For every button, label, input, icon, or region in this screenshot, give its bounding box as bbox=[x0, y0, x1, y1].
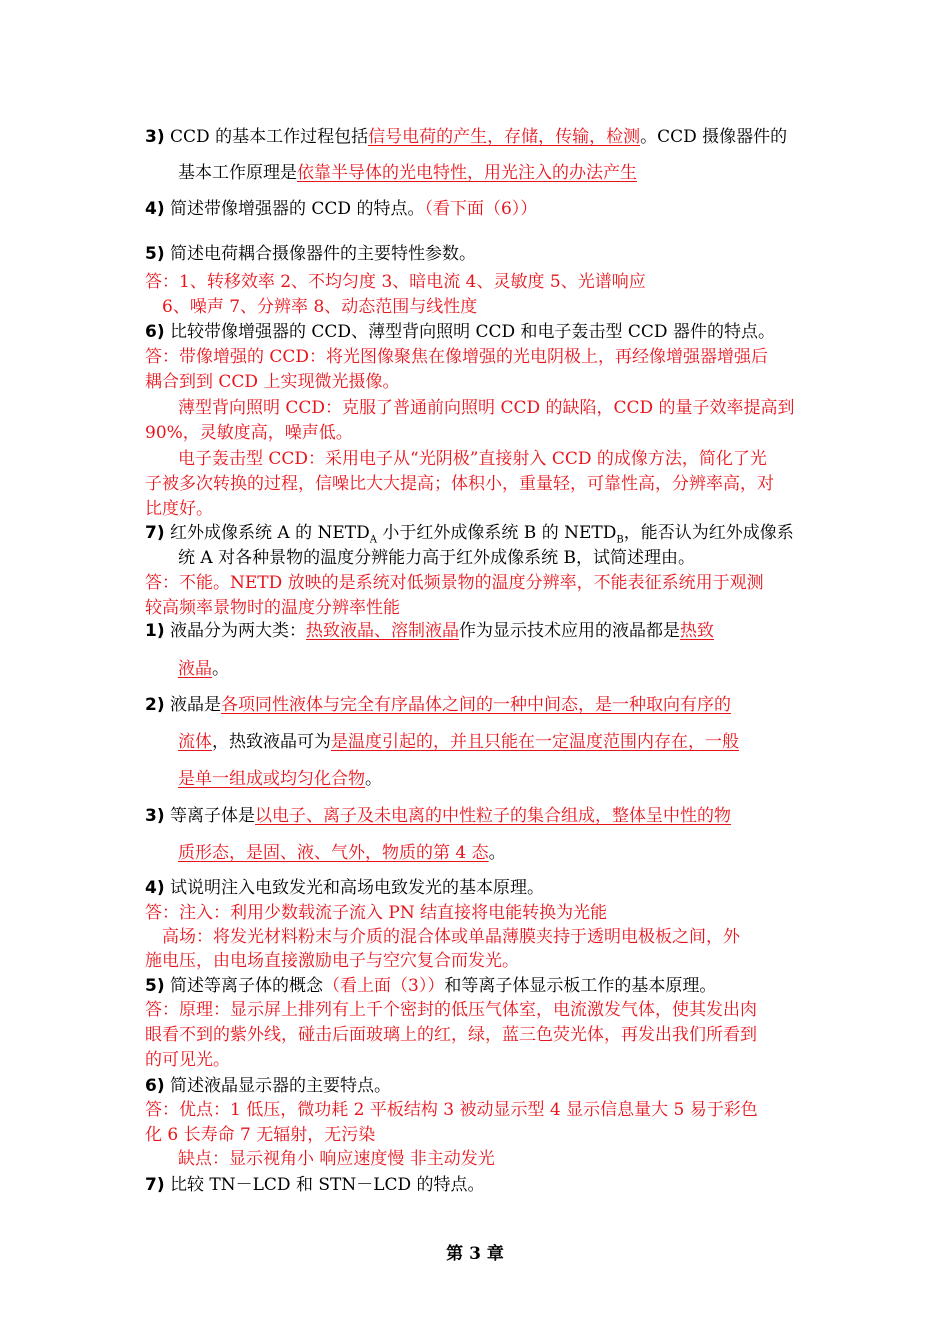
answer-text: （看上面（3）） bbox=[323, 976, 445, 996]
text-line bbox=[145, 198, 537, 220]
text-line bbox=[145, 1075, 391, 1097]
text-line bbox=[145, 1024, 757, 1046]
fill-in-answer: 液晶 bbox=[178, 659, 212, 679]
question-text: 。 bbox=[365, 769, 382, 789]
text-line bbox=[162, 296, 477, 318]
fill-in-answer: 热致 bbox=[680, 621, 715, 641]
text-line bbox=[145, 1049, 230, 1071]
text-line bbox=[145, 1174, 485, 1196]
question-text: 简述等离子体的概念 bbox=[170, 976, 324, 996]
text-line bbox=[178, 731, 739, 753]
item-number: 1) bbox=[145, 621, 165, 641]
answer-text: 的可见光。 bbox=[145, 1050, 230, 1070]
answer-text: 子被多次转换的过程，信噪比大大提高；体积小，重量轻，可靠性高，分辨率高，对 bbox=[145, 474, 774, 494]
fill-in-answer: 是单一组成或均匀化合物 bbox=[178, 769, 365, 789]
text-line bbox=[178, 842, 506, 864]
answer-text: （看下面（6）） bbox=[424, 199, 538, 219]
answer-text: 化 6 长寿命 7 无辐射，无污染 bbox=[145, 1125, 376, 1145]
text-line bbox=[145, 126, 787, 148]
question-text: ，热致液晶可为 bbox=[212, 732, 331, 752]
text-line bbox=[145, 498, 213, 520]
subscript: B bbox=[616, 534, 624, 546]
fill-in-answer: 是温度引起的，并且只能在一定温度范围内存在，一般 bbox=[331, 732, 739, 752]
question-text: 比较带像增强器的 CCD、薄型背向照明 CCD 和电子轰击型 CCD 器件的特点。 bbox=[170, 322, 775, 342]
fill-in-answer: 热致液晶、溶制液晶 bbox=[306, 621, 460, 641]
answer-text: 高场：将发光材料粉末与介质的混合体或单晶薄膜夹持于透明电极板之间，外 bbox=[162, 927, 740, 947]
question-text: 等离子体是 bbox=[170, 806, 256, 826]
question-text: 简述电荷耦合摄像器件的主要特性参数。 bbox=[170, 244, 477, 264]
item-number: 5) bbox=[145, 976, 165, 996]
fill-in-answer: 流体 bbox=[178, 732, 212, 752]
answer-text: 90%，灵敏度高，噪声低。 bbox=[145, 423, 353, 443]
text-line bbox=[145, 620, 714, 642]
question-text: ，能否认为红外成像系 bbox=[623, 523, 794, 543]
answer-text: 比度好。 bbox=[145, 499, 213, 519]
item-number: 5) bbox=[145, 244, 165, 264]
subscript: A bbox=[369, 534, 377, 546]
question-text: 小于红外成像系统 B 的 NETD bbox=[377, 523, 617, 543]
text-line bbox=[162, 926, 740, 948]
text-line bbox=[145, 422, 353, 444]
question-text: 比较 TN－LCD 和 STN－LCD 的特点。 bbox=[170, 1175, 485, 1195]
text-line bbox=[178, 658, 229, 680]
item-number: 6) bbox=[145, 322, 165, 342]
text-line bbox=[145, 321, 775, 343]
answer-text: 答：原理：显示屏上排列有上千个密封的低压气体室，电流激发气体，使其发出肉 bbox=[145, 1000, 757, 1020]
chapter-heading: 第 3 章 bbox=[446, 1244, 504, 1264]
question-text: 液晶分为两大类： bbox=[170, 621, 307, 641]
fill-in-answer: 信号电荷的产生，存储，传输，检测 bbox=[368, 127, 641, 147]
answer-text: 答：优点：1 低压，微功耗 2 平板结构 3 被动显示型 4 显示信息量大 5 易于彩色 bbox=[145, 1100, 758, 1120]
text-line bbox=[178, 162, 637, 184]
answer-text: 缺点：显示视角小 响应速度慢 非主动发光 bbox=[178, 1149, 495, 1169]
text-line bbox=[178, 1148, 495, 1170]
fill-in-answer: 以电子、离子及未电离的中性粒子的集合组成，整体呈中性的物 bbox=[255, 806, 732, 826]
answer-text: 答：1、转移效率 2、不均匀度 3、暗电流 4、灵敏度 5、光谱响应 bbox=[145, 272, 646, 292]
question-text: 红外成像系统 A 的 NETD bbox=[170, 523, 370, 543]
text-line bbox=[178, 768, 382, 790]
answer-text: 6、噪声 7、分辨率 8、动态范围与线性度 bbox=[162, 297, 478, 317]
question-text: 统 A 对各种景物的温度分辨能力高于红外成像系统 B，试简述理由。 bbox=[178, 548, 695, 568]
text-line bbox=[145, 597, 400, 619]
item-number: 4) bbox=[145, 878, 165, 898]
text-line bbox=[145, 522, 794, 544]
question-text: 试说明注入电致发光和高场电致发光的基本原理。 bbox=[170, 878, 545, 898]
answer-text: 较高频率景物时的温度分辨率性能 bbox=[145, 598, 400, 618]
text-line bbox=[145, 950, 519, 972]
answer-text: 答：带像增强的 CCD：将光图像聚焦在像增强的光电阴极上，再经像增强器增强后 bbox=[145, 347, 769, 367]
text-line bbox=[178, 547, 695, 569]
question-text: 作为显示技术应用的液晶都是 bbox=[459, 621, 681, 641]
answer-text: 薄型背向照明 CCD：克服了普通前向照明 CCD 的缺陷，CCD 的量子效率提高到 bbox=[178, 398, 795, 418]
text-line bbox=[145, 877, 544, 899]
text-line bbox=[145, 1124, 375, 1146]
answer-text: 答：不能。NETD 放映的是系统对低频景物的温度分辨率，不能表征系统用于观测 bbox=[145, 573, 764, 593]
question-text: 。 bbox=[212, 659, 229, 679]
item-number: 2) bbox=[145, 695, 165, 715]
item-number: 3) bbox=[145, 127, 165, 147]
text-line bbox=[145, 694, 731, 716]
item-number: 7) bbox=[145, 1175, 165, 1195]
text-line bbox=[178, 397, 795, 419]
text-line bbox=[145, 1099, 758, 1121]
text-line bbox=[145, 805, 731, 827]
fill-in-answer: 依靠半导体的光电特性，用光注入的办法产生 bbox=[297, 163, 637, 183]
text-line bbox=[178, 448, 767, 470]
question-text: CCD 的基本工作过程包括 bbox=[170, 127, 369, 147]
answer-text: 电子轰击型 CCD：采用电子从“光阴极”直接射入 CCD 的成像方法，简化了光 bbox=[178, 449, 767, 469]
question-text: 和等离子体显示板工作的基本原理。 bbox=[444, 976, 717, 996]
text-line bbox=[145, 346, 768, 368]
item-number: 6) bbox=[145, 1076, 165, 1096]
answer-text: 答：注入：利用少数载流子流入 PN 结直接将电能转换为光能 bbox=[145, 903, 608, 923]
answer-text: 施电压，由电场直接激励电子与空穴复合而发光。 bbox=[145, 951, 519, 971]
question-text: 。 bbox=[488, 843, 506, 863]
answer-text: 耦合到到 CCD 上实现微光摄像。 bbox=[145, 372, 400, 392]
answer-text: 眼看不到的紫外线，碰击后面玻璃上的红，绿，蓝三色荧光体，再发出我们所看到 bbox=[145, 1025, 757, 1045]
text-line bbox=[145, 271, 646, 293]
fill-in-answer: 质形态，是固、液、气外，物质的第 4 态 bbox=[178, 843, 489, 863]
item-number: 4) bbox=[145, 199, 165, 219]
text-line bbox=[145, 473, 774, 495]
fill-in-answer: 各项同性液体与完全有序晶体之间的一种中间态，是一种取向有序的 bbox=[221, 695, 732, 715]
question-text: 简述液晶显示器的主要特点。 bbox=[170, 1076, 392, 1096]
question-text: 简述带像增强器的 CCD 的特点。 bbox=[170, 199, 425, 219]
text-line bbox=[145, 975, 716, 997]
item-number: 3) bbox=[145, 806, 165, 826]
question-text: 。CCD 摄像器件的 bbox=[640, 127, 788, 147]
question-text: 液晶是 bbox=[170, 695, 222, 715]
question-text: 基本工作原理是 bbox=[178, 163, 297, 183]
text-line bbox=[145, 902, 607, 924]
item-number: 7) bbox=[145, 523, 165, 543]
text-line bbox=[145, 243, 476, 265]
text-line bbox=[145, 371, 399, 393]
text-line bbox=[145, 572, 764, 594]
text-line bbox=[145, 999, 757, 1021]
